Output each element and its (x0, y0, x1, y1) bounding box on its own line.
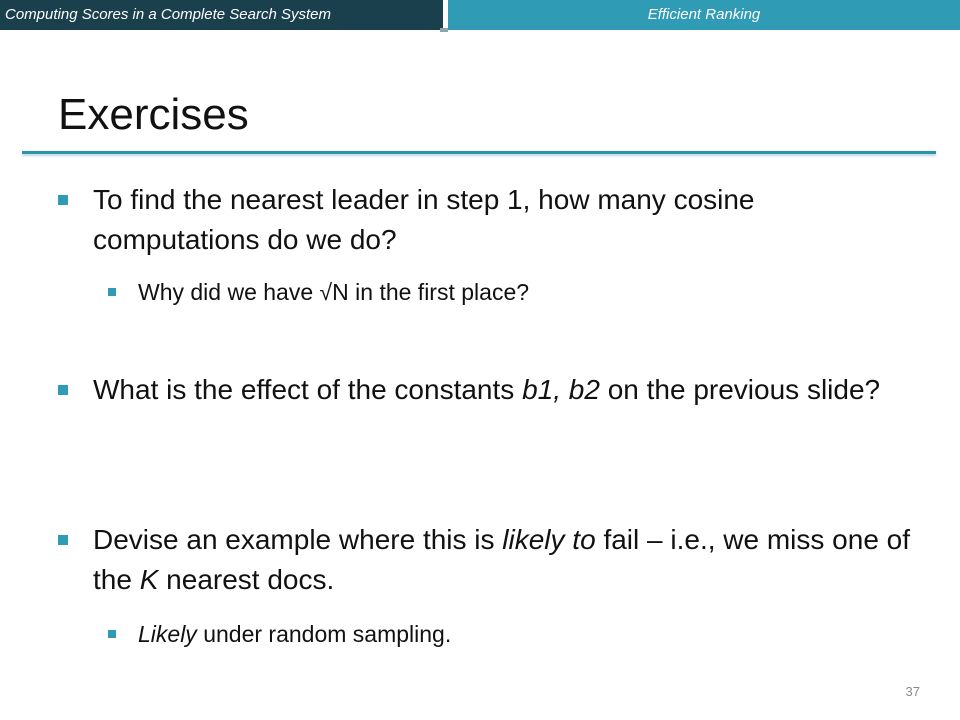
emphasis-text: b1, b2 (522, 374, 600, 405)
header-bar (0, 0, 960, 30)
sqrt-symbol: √ (319, 279, 333, 305)
square-bullet-icon (58, 385, 68, 395)
bullet-3-sub-1 (108, 617, 908, 653)
bullet-3-sub-1-text (138, 617, 908, 651)
square-bullet-icon (108, 288, 116, 296)
bullet-text-segment: Devise an example where this is (93, 524, 503, 555)
square-bullet-icon (108, 630, 116, 638)
bullet-text-segment: on the previous slide? (599, 374, 881, 405)
bullet-text-segment: under random sampling. (196, 621, 452, 647)
bullet-1-sub-1-text (138, 275, 908, 309)
bullet-text-segment: Why did we have (138, 279, 320, 305)
bullet-3-text (93, 520, 918, 600)
bullet-1-sub-1 (108, 275, 908, 311)
bullet-1-text (93, 180, 918, 260)
slide-title: Exercises (58, 90, 249, 139)
bullet-2-text (93, 370, 918, 410)
emphasis-text: K (139, 564, 159, 595)
title-divider (22, 151, 936, 154)
square-bullet-icon (58, 535, 68, 545)
topic-title: Efficient Ranking (448, 0, 960, 30)
bullet-text-segment: nearest docs. (158, 564, 335, 595)
bullet-text-segment: fail – i.e., we miss one of the (93, 524, 911, 595)
section-title: Computing Scores in a Complete Search System (0, 0, 443, 30)
bullet-text-segment: N in the first place? (332, 279, 530, 305)
bullet-2 (58, 370, 918, 454)
emphasis-text: likely to (502, 524, 596, 555)
bullet-text-segment: What is the effect of the constants (93, 374, 523, 405)
bullet-text-segment: To find the nearest leader in step 1, how many cosine computations do we do? (93, 184, 755, 255)
header-notch (440, 28, 448, 32)
square-bullet-icon (58, 195, 68, 205)
page-number: 37 (905, 684, 920, 699)
bullet-3 (58, 520, 918, 604)
emphasis-text: Likely (138, 621, 197, 647)
bullet-1 (58, 180, 918, 264)
